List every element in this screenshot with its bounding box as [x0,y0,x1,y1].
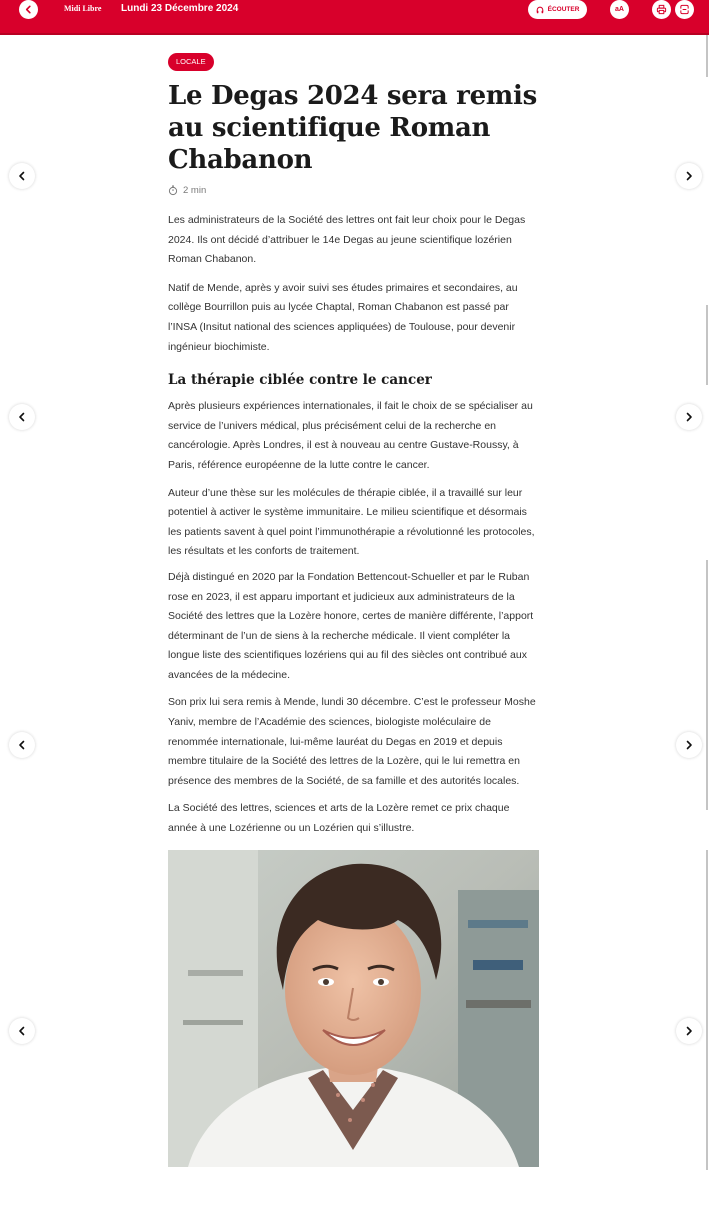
print-button[interactable] [652,0,671,19]
top-bar-divider [0,33,709,35]
share-icon [679,4,690,15]
scroll-marker [706,305,708,385]
previous-page-button[interactable] [9,732,35,758]
article-photo[interactable] [168,850,539,1167]
paragraph: La Société des lettres, sciences et arts de la Lozère remet ce prix chaque année à une Lozérienne ou un Lozérien qui s’illustre. [168,802,510,835]
next-page-button[interactable] [676,732,702,758]
brand-logo[interactable]: Midi Libre [64,4,102,13]
listen-button[interactable] [528,0,587,19]
chevron-right-icon [684,412,694,422]
scroll-marker [706,850,708,1170]
chevron-left-icon [17,412,27,422]
chevron-left-icon [17,171,27,181]
read-time [168,183,539,197]
paragraph: Les administrateurs de la Société des lettres ont fait leur choix pour le Degas 2024. Ils ont décidé d’attribuer le 14e Degas au jeune scientifique lozérien Roman Chabanon. [168,214,526,266]
chevron-right-icon [684,1026,694,1036]
top-bar [0,0,709,33]
scroll-marker [706,35,708,77]
previous-page-button[interactable] [9,163,35,189]
paragraph: Auteur d’une thèse sur les molécules de thérapie ciblée, il a travaillé sur leur potentiel à activer le système immunitaire. Le milieu scientifique et désormais les patients savent à quel point l’immunothérapie a révolutionné les protocoles, les résultats et les conforts de traitement. [168,486,535,558]
paragraph: Natif de Mende, après y avoir suivi ses études primaires et secondaires, au collège Bourrillon puis au lycée Chaptal, Roman Chabanon est passé par l’INSA (Insitut national des sciences appliquées) de Toulouse, pour devenir ingénieur biochimiste. [168,281,518,353]
scroll-marker [706,560,708,810]
chevron-left-icon [17,1026,27,1036]
stopwatch-icon [168,185,178,196]
font-size-button[interactable] [610,0,629,19]
read-time-label: 2 min [183,184,207,196]
listen-label: ÉCOUTER [547,6,580,13]
next-page-button[interactable] [676,404,702,430]
article [168,51,539,839]
back-button[interactable] [19,0,38,19]
portrait-image [168,850,539,1167]
article-title: Le Degas 2024 sera remis au scientifique Roman Chabanon [168,81,537,175]
edition-date: Lundi 23 Décembre 2024 [121,3,239,14]
chevron-left-icon [17,740,27,750]
chevron-right-icon [684,740,694,750]
section-heading: La thérapie ciblée contre le cancer [168,372,432,389]
font-size-label: aA [615,6,624,13]
next-page-button[interactable] [676,163,702,189]
previous-page-button[interactable] [9,404,35,430]
share-button[interactable] [675,0,694,19]
paragraph: Son prix lui sera remis à Mende, lundi 30 décembre. C’est le professeur Moshe Yaniv, membre de l’Académie des sciences, biologiste moléculaire de renommée internationale, lui-même lauréat du Degas en 2019 et depuis membre titulaire de la Société des lettres de la Lozère, qui le lui remettra en présence des membres de la Société, de sa famille et des autorités locales. [168,696,536,787]
chevron-right-icon [684,171,694,181]
headphones-icon [536,6,544,14]
category-tag[interactable]: LOCALE [168,53,214,71]
paragraph: Déjà distingué en 2020 par la Fondation Bettencout-Schueller et par le Ruban rose en 2023, il est apparu important et judicieux aux administrateurs de la Société des lettres que la Lozère honore, certes de manière différente, l’apport déterminant de l’un de siens à la recherche médicale. Il vient compléter la longue liste des scientifiques lozériens qui au fil des siècles ont contribué aux avancées de la médecine. [168,570,534,681]
chevron-left-icon [24,5,33,14]
print-icon [656,4,667,15]
paragraph: Après plusieurs expériences internationales, il fait le choix de se spécialiser au service de l’univers médical, plus précisément celui de la recherche en cancérologie. Après Londres, il est à nouveau au centre Gustave-Roussy, à Paris, référence européenne de la lutte contre le cancer. [168,400,533,471]
previous-page-button[interactable] [9,1018,35,1044]
next-page-button[interactable] [676,1018,702,1044]
